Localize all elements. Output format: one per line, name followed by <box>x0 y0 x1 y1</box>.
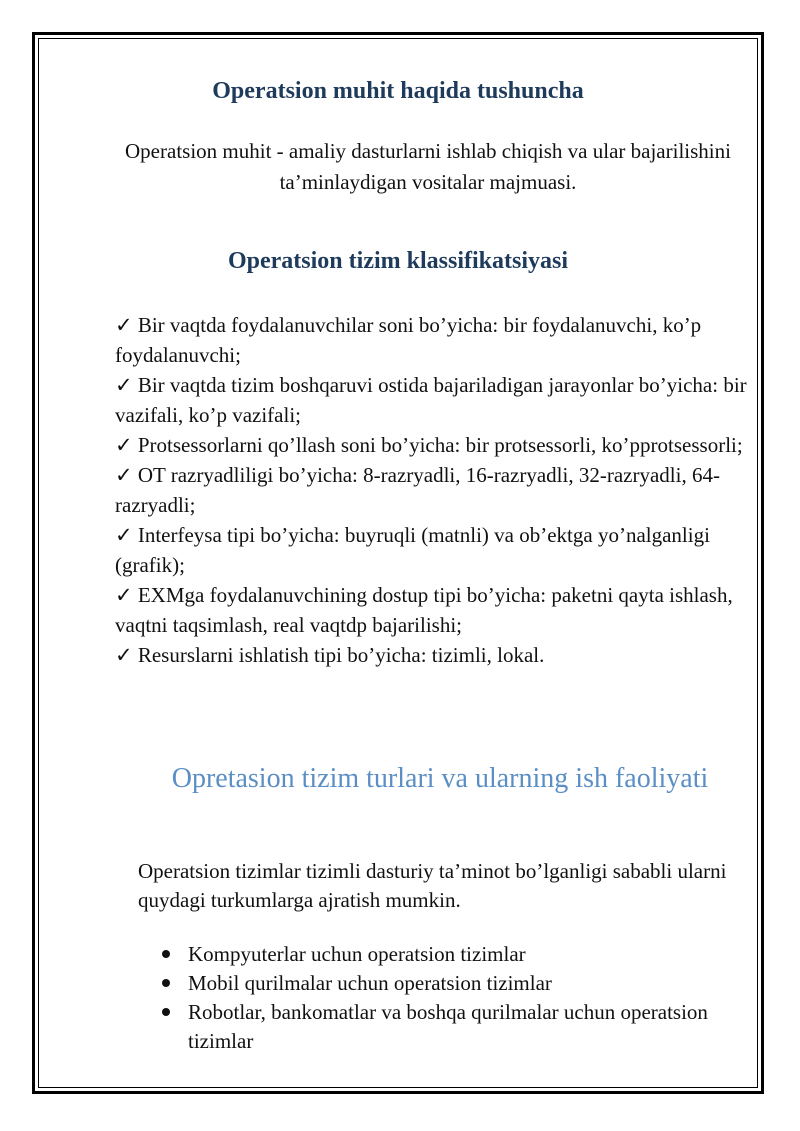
section-paragraph-os-types: Operatsion tizimlar tizimli dasturiy ta’minot bo’lganligi sababli ularni quydagi turkumlarga ajratish mumkin. <box>138 859 727 912</box>
os-types-list <box>160 940 720 1056</box>
classification-item: ✓ Bir vaqtda foydalanuvchilar soni bo’yicha: bir foydalanuvchi, ko’p foydalanuvchi; <box>115 313 702 367</box>
classification-item: ✓ Bir vaqtda tizim boshqaruvi ostida bajariladigan jarayonlar bo’yicha: bir vazifali, ko’p vazifali; <box>115 373 747 427</box>
list-item <box>160 940 720 969</box>
list-item <box>160 969 720 998</box>
section-title-classification: Operatsion tizim klassifikatsiyasi <box>227 248 569 274</box>
bullet-icon <box>162 979 170 987</box>
section-title-os-types: Opretasion tizim turlari va ularning ish faoliyati <box>171 763 709 794</box>
list-item-text: Mobil qurilmalar uchun operatsion tizimlar <box>188 971 552 995</box>
classification-item: ✓ Protsessorlarni qo’llash soni bo’yicha: bir protsessorli, ko’pprotsessorli; <box>115 433 743 457</box>
section-title-environment: Operatsion muhit haqida tushuncha <box>212 78 584 104</box>
classification-item: ✓ Resurslarni ishlatish tipi bo’yicha: tizimli, lokal. <box>115 643 545 667</box>
classification-list <box>115 310 765 670</box>
list-item <box>160 998 720 1056</box>
section-paragraph-environment: Operatsion muhit - amaliy dasturlarni ishlab chiqish va ular bajarilishini ta’minlaydigan vositalar majmuasi. <box>125 139 731 194</box>
bullet-icon <box>162 1008 170 1016</box>
classification-item: ✓ OT razryadliligi bo’yicha: 8-razryadli, 16-razryadli, 32-razryadli, 64-razryadli; <box>115 463 720 517</box>
classification-item: ✓ Interfeysa tipi bo’yicha: buyruqli (matnli) va ob’ektga yo’nalganligi (grafik); <box>115 523 710 577</box>
list-item-text: Kompyuterlar uchun operatsion tizimlar <box>188 942 526 966</box>
bullet-icon <box>162 950 170 958</box>
list-item-text: Robotlar, bankomatlar va boshqa qurilmalar uchun operatsion tizimlar <box>188 1000 708 1053</box>
classification-item: ✓ EXMga foydalanuvchining dostup tipi bo’yicha: paketni qayta ishlash, vaqtni taqsimlash, real vaqtdp bajarilishi; <box>115 583 733 637</box>
